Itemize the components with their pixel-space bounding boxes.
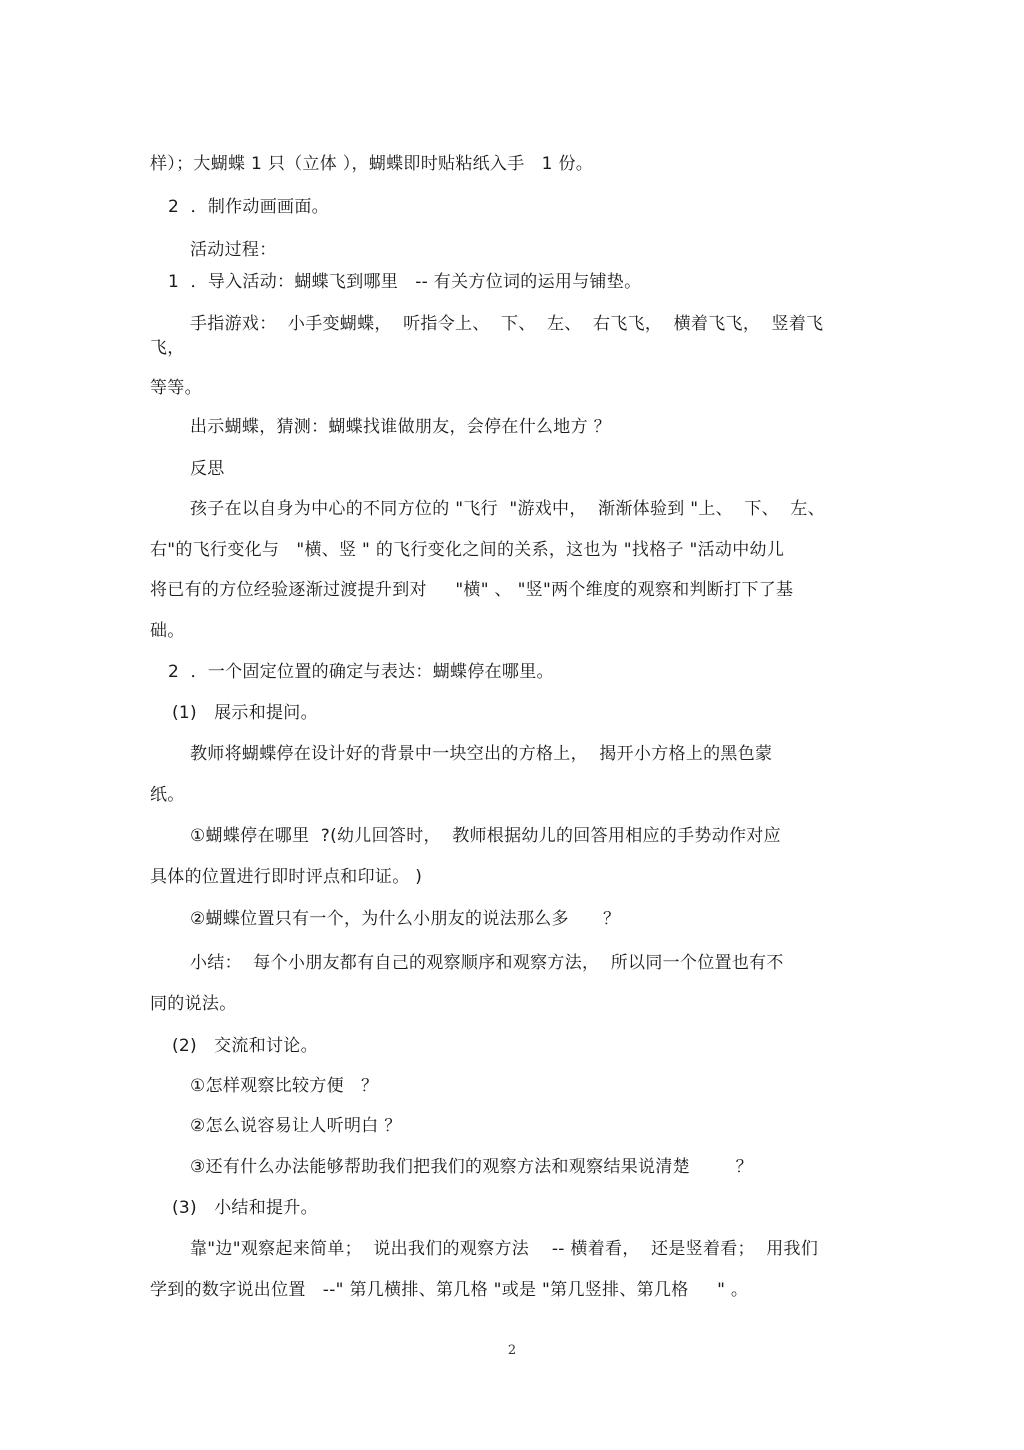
text-line: 纸。: [150, 785, 185, 805]
text-line: 右"的飞行变化与 "横、竖 " 的飞行变化之间的关系，这也为 "找格子 "活动中幼儿: [150, 540, 785, 560]
text-line: ③还有什么办法能够帮助我们把我们的观察方法和观察结果说清楚 ？: [190, 1157, 753, 1177]
text-line: ①蝴蝶停在哪里 ?(幼儿回答时， 教师根据幼儿的回答用相应的手势动作对应: [190, 826, 781, 846]
subsection-heading: (2) 交流和讨论。: [172, 1036, 318, 1056]
page-number: 2: [507, 1343, 517, 1358]
section-heading: 活动过程：: [190, 240, 277, 260]
subsection-heading: (1) 展示和提问。: [172, 703, 318, 723]
text-line: 具体的位置进行即时评点和印证。 ): [150, 867, 423, 887]
section-heading: 反思: [190, 459, 225, 479]
text-line: 样）；大蝴蝶 1 只（立体 ），蝴蝶即时贴粘纸入手 1 份。: [150, 154, 594, 174]
text-line: 础。: [150, 621, 185, 641]
text-line: 小结： 每个小朋友都有自己的观察顺序和观察方法， 所以同一个位置也有不: [190, 953, 784, 973]
text-line: 出示蝴蝶，猜测：蝴蝶找谁做朋友，会停在什么地方 ？: [190, 417, 611, 437]
text-line: 飞，: [150, 338, 185, 358]
text-line: 同的说法。: [150, 994, 237, 1014]
subsection-heading: (3) 小结和提升。: [172, 1198, 318, 1218]
section-heading: 2 ．制作动画画面。: [168, 197, 329, 217]
text-line: 手指游戏： 小手变蝴蝶， 听指令上、 下、 左、 右飞飞， 横着飞飞， 竖着飞: [190, 314, 824, 334]
text-line: 靠"边"观察起来简单； 说出我们的观察方法 -- 横着看， 还是竖着看； 用我们: [190, 1239, 819, 1259]
text-line: ②蝴蝶位置只有一个，为什么小朋友的说法那么多 ？: [190, 909, 621, 929]
text-line: 学到的数字说出位置 --" 第几横排、第几格 "或是 "第几竖排、第几格 " 。: [150, 1280, 749, 1300]
text-line: 教师将蝴蝶停在设计好的背景中一块空出的方格上， 揭开小方格上的黑色蒙: [190, 744, 773, 764]
text-line: 将已有的方位经验逐渐过渡提升到对 "横" 、 "竖"两个维度的观察和判断打下了基: [150, 580, 794, 600]
section-heading: 1 ．导入活动：蝴蝶飞到哪里 -- 有关方位词的运用与铺垫。: [168, 272, 642, 292]
text-line: ②怎么说容易让人听明白 ？: [190, 1116, 402, 1136]
text-line: 孩子在以自身为中心的不同方位的 "飞行 "游戏中， 渐渐体验到 "上、 下、 左、: [190, 499, 825, 519]
text-line: ①怎样观察比较方便 ？: [190, 1076, 379, 1096]
section-heading: 2 ．一个固定位置的确定与表达：蝴蝶停在哪里。: [168, 662, 554, 682]
text-line: 等等。: [150, 378, 202, 398]
